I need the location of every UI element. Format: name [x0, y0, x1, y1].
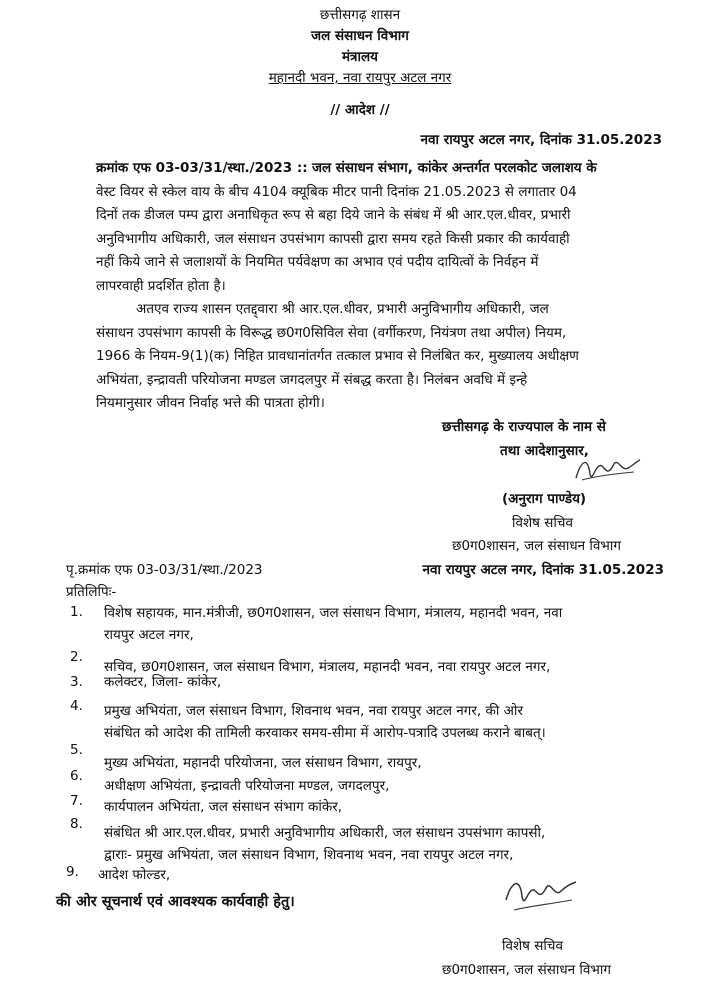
signatory-department: छ0ग0शासन, जल संसाधन विभाग	[452, 538, 622, 554]
copy-item-line: कलेक्टर, जिला- कांकेर,	[104, 674, 222, 690]
copy-item-line: संबंधित को आदेश की तामिली करवाकर समय-सीमा में आरोप-पत्रादि उपलब्ध कराने बाबत्।	[104, 725, 546, 741]
signatory-2-designation: विशेष सचिव	[502, 938, 563, 954]
header-address: महानदी भवन, नवा रायपुर अटल नगर	[268, 70, 452, 86]
order-place-date: नवा रायपुर अटल नगर, दिनांक 31.05.2023	[420, 132, 662, 148]
copy-item-number: 4.	[70, 698, 83, 714]
signatory-name: (अनुराग पाण्डेय)	[502, 491, 587, 507]
copy-item-line: कार्यपालन अभियंता, जल संसाधन संभाग कांकेर,	[104, 799, 343, 815]
para2-line: नियमानुसार जीवन निर्वाह भत्ते की पात्रता होगी।	[96, 395, 325, 411]
para1-line: लापरवाही प्रदर्शित होता है।	[96, 277, 226, 294]
copy-item-number: 9.	[66, 864, 79, 880]
header-department: जल संसाधन विभाग	[311, 28, 409, 44]
copy-item-line: आदेश फोल्डर,	[98, 867, 171, 883]
para2-line: अभियंता, इन्द्रावती परियोजना मण्डल जगदलपुर में संबद्ध करता है। निलंबन अवधि में इन्हे	[96, 371, 528, 388]
copy-item	[104, 775, 664, 797]
copy-to-label: प्रतिलिपिः-	[66, 584, 117, 600]
copy-item	[104, 752, 664, 774]
para1-line: जल संसाधन संभाग, कांकेर अन्तर्गत परलकोट जलाशय के	[311, 160, 597, 176]
para2-line: अतएव राज्य शासन एतद्द्वारा श्री आर.एल.धीवर, प्रभारी अनुविभागीय अधिकारी, जल	[136, 301, 549, 317]
copy-item-number: 7.	[70, 793, 83, 809]
copy-item-number: 8.	[70, 816, 83, 832]
copy-item	[104, 671, 664, 693]
signature-2-image	[500, 870, 580, 920]
copy-item	[104, 796, 664, 818]
endorsement-place-date: नवा रायपुर अटल नगर, दिनांक 31.05.2023	[422, 562, 664, 578]
order-reference: क्रमांक एफ 03-03/31/स्था./2023 ::	[96, 160, 308, 176]
order-paragraph-1	[96, 157, 668, 298]
copy-item-number: 6.	[70, 768, 83, 784]
copy-item-number: 1.	[70, 604, 83, 620]
para2-line: संसाधन उपसंभाग कापसी के विरूद्ध छ0ग0सिविल सेवा (वर्गीकरण, नियंत्रण तथा अपील) नियम,	[96, 324, 567, 341]
copy-item-line: प्रमुख अभियंता, जल संसाधन विभाग, शिवनाथ भवन, नवा रायपुर अटल नगर, की ओर	[104, 703, 523, 719]
header-govt: छत्तीसगढ़ शासन	[319, 7, 401, 23]
copy-item-line: द्वाराः- प्रमुख अभियंता, जल संसाधन विभाग, शिवनाथ भवन, नवा रायपुर अटल नगर,	[104, 847, 514, 863]
header-ministry: मंत्रालय	[341, 49, 378, 65]
copy-item-number: 5.	[70, 742, 83, 758]
signatory-designation: विशेष सचिव	[512, 515, 573, 531]
para1-line: दिनों तक डीजल पम्प द्वारा अनाधिकृत रूप से बहा दिये जाने के संबंध में श्री आर.एल.धीवर, प्रभारी	[96, 207, 571, 223]
endorsement-reference: पृ.क्रमांक एफ 03-03/31/स्था./2023	[66, 562, 263, 578]
copy-item	[104, 822, 664, 866]
copy-item-line: रायपुर अटल नगर,	[104, 627, 194, 643]
copy-item	[104, 602, 664, 646]
copy-item-line: अधीक्षण अभियंता, इन्द्रावती परियोजना मण्डल, जगदलपुर,	[104, 778, 390, 794]
signatory-2-department: छ0ग0शासन, जल संसाधन विभाग	[442, 962, 612, 978]
para1-line: नहीं किये जाने से जलाशयों के नियमित पर्यवेक्षण का अभाव एवं पदीय दायित्वों के निर्वहन में	[96, 254, 539, 270]
copy-item-line: मुख्य अभियंता, महानदी परियोजना, जल संसाधन विभाग, रायपुर,	[104, 755, 422, 771]
closing-line: की ओर सूचनार्थ एवं आवश्यक कार्यवाही हेतु।	[56, 894, 295, 910]
copy-item-line: संबंधित श्री आर.एल.धीवर, प्रभारी अनुविभागीय अधिकारी, जल संसाधन उपसंभाग कापसी,	[104, 825, 546, 841]
copy-item-line: विशेष सहायक, मान.मंत्रीजी, छ0ग0शासन, जल संसाधन विभाग, मंत्रालय, महानदी भवन, नवा	[104, 605, 563, 621]
copy-item	[104, 700, 664, 744]
copy-item-line: सचिव, छ0ग0शासन, जल संसाधन विभाग, मंत्रालय, महानदी भवन, नवा रायपुर अटल नगर,	[104, 659, 551, 675]
copy-item-number: 2.	[70, 649, 83, 665]
governor-name-line: छत्तीसगढ़ के राज्यपाल के नाम से	[442, 419, 606, 435]
order-title: // आदेश //	[330, 102, 390, 118]
para1-line: अनुविभागीय अधिकारी, जल संसाधन उपसंभाग कापसी द्वारा समय रहते किसी प्रकार की कार्यवाही	[96, 230, 570, 247]
order-authority-line: तथा आदेशानुसार,	[500, 443, 589, 459]
order-paragraph-2	[96, 298, 668, 416]
copy-item-number: 3.	[70, 674, 83, 690]
para2-line: 1966 के नियम-9(1)(क) निहित प्रावधानांतर्गत तत्काल प्रभाव से निलंबित कर, मुख्यालय अधीक्षण	[96, 348, 579, 364]
para1-line: वेस्ट वियर से स्केल वाय के बीच 4104 क्यूबिक मीटर पानी दिनांक 21.05.2023 से लगातार 04	[96, 183, 577, 200]
signature-1-image	[572, 450, 642, 490]
